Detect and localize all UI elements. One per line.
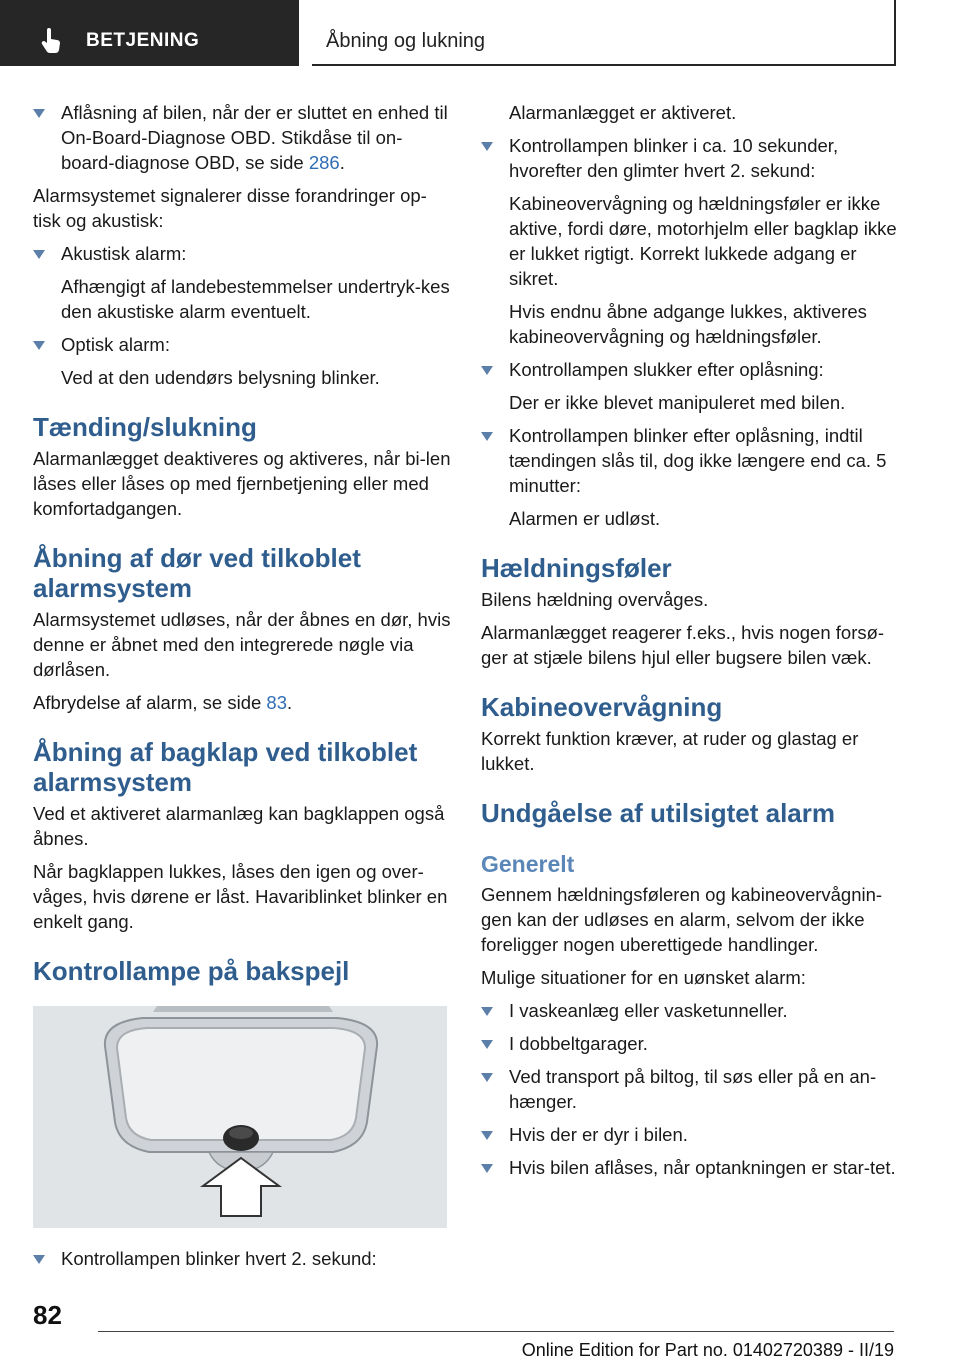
paragraph: Bilens hældning overvåges. [481, 589, 709, 610]
paragraph: Afbrydelse af alarm, se side 83. [33, 692, 293, 713]
bullet-icon [33, 109, 45, 118]
list-item: Kontrollampen blinker hvert 2. sekund: [33, 1246, 451, 1271]
list-subtext: Alarmen er udløst. [509, 508, 661, 529]
bullet-icon [33, 341, 45, 350]
bullet-icon [481, 1131, 493, 1140]
list-item: Aflåsning af bilen, når der er sluttet en enhed til On-Board-Diagnose OBD. Stikdåse til on-board-diagnose OBD, se side 286. [33, 100, 451, 175]
section-heading: Åbning af dør ved tilkoblet alarmsystem [33, 543, 361, 603]
list-item: Kontrollampen blinker i ca. 10 sekunder, hvorefter den glimter hvert 2. sekund: [481, 133, 899, 183]
page-number: 82 [33, 1300, 62, 1330]
list-item: I vaskeanlæg eller vasketunneller. [481, 998, 899, 1023]
chapter-title-box [312, 0, 896, 66]
paragraph: Alarmsystemet signalerer disse forandringer op-tisk og akustisk: [33, 185, 427, 231]
mirror-illustration [33, 1006, 447, 1228]
section-heading: Hældningsføler [481, 553, 672, 583]
footer-divider [98, 1331, 894, 1332]
page-header [0, 0, 960, 66]
bullet-icon [481, 366, 493, 375]
list-subtext: Alarmanlægget er aktiveret. [509, 102, 737, 123]
list-item: Kontrollampen blinker efter oplåsning, indtil tændingen slås til, dog ikke længere end ca. 5 minutter: [481, 423, 899, 498]
page-link[interactable]: 286 [308, 152, 340, 173]
section-heading: Undgåelse af utilsigtet alarm [481, 798, 835, 828]
section-tab [0, 0, 299, 66]
section-heading: Kontrollampe på bakspejl [33, 956, 350, 986]
bullet-icon [481, 1073, 493, 1082]
paragraph: Alarmsystemet udløses, når der åbnes en dør, hvis denne er åbnet med den integrerede nøgle via dørlåsen. [33, 609, 451, 680]
list-item: Ved transport på biltog, til søs eller på en an-hænger. [481, 1064, 899, 1114]
paragraph: Alarmanlægget reagerer f.eks., hvis nogen forsø-ger at stjæle bilens hjul eller bugsere bilen væk. [481, 622, 885, 668]
list-item: Optisk alarm: [33, 332, 451, 357]
paragraph: Mulige situationer for en uønsket alarm: [481, 967, 806, 988]
list-item: Kontrollampen slukker efter oplåsning: [481, 357, 899, 382]
paragraph: Alarmanlægget deaktiveres og aktiveres, når bi-len låses eller låses op med fjernbetjening eller med komfortadgangen. [33, 448, 451, 519]
paragraph: Gennem hældningsføleren og kabineovervågnin-gen kan der udløses en alarm, selvom der ikke foreligger nogen uberettigede handlinger. [481, 884, 883, 955]
list-item: Hvis bilen aflåses, når optankningen er star-tet. [481, 1155, 899, 1180]
paragraph: Ved et aktiveret alarmanlæg kan bagklappen også åbnes. [33, 803, 445, 849]
bullet-icon [481, 432, 493, 441]
section-heading: Åbning af bagklap ved tilkoblet alarmsystem [33, 737, 418, 797]
bullet-icon [481, 1040, 493, 1049]
bullet-icon [33, 250, 45, 259]
list-subtext: Hvis endnu åbne adgange lukkes, aktiveres kabineovervågning og hældningsføler. [509, 301, 867, 347]
list-subtext: Ved at den udendørs belysning blinker. [61, 367, 380, 388]
hand-icon [40, 28, 64, 54]
chapter-title: Åbning og lukning [326, 30, 486, 52]
section-label: BETJENING [86, 30, 200, 51]
list-item: Akustisk alarm: [33, 241, 451, 266]
list-subtext: Der er ikke blevet manipuleret med bilen. [509, 392, 846, 413]
subsection-heading: Generelt [481, 851, 575, 877]
list-item: I dobbeltgarager. [481, 1031, 899, 1056]
list-item: Hvis der er dyr i bilen. [481, 1122, 899, 1147]
page-link[interactable]: 83 [266, 692, 287, 713]
section-heading: Tænding/slukning [33, 412, 257, 442]
paragraph: Når bagklappen lukkes, låses den igen og over-våges, hvis dørene er låst. Havariblinket blinker en enkelt gang. [33, 861, 448, 932]
right-column [481, 100, 899, 1188]
bullet-icon [33, 1255, 45, 1264]
list-subtext: Afhængigt af landebestemmelser undertryk-kes den akustiske alarm eventuelt. [61, 276, 450, 322]
rearview-mirror-image [33, 1006, 447, 1228]
list-subtext: Kabineovervågning og hældningsføler er ikke aktive, fordi døre, motorhjelm eller bagklap ikke er lukket rigtigt. Korrekt lukkede adgang er sikret. [509, 193, 897, 289]
bullet-icon [481, 1164, 493, 1173]
edition-info: Online Edition for Part no. 01402720389 - II/19 [521, 1340, 894, 1360]
left-column [33, 100, 451, 1279]
bullet-icon [481, 142, 493, 151]
paragraph: Korrekt funktion kræver, at ruder og glastag er lukket. [481, 728, 859, 774]
section-heading: Kabineovervågning [481, 692, 723, 722]
bullet-icon [481, 1007, 493, 1016]
